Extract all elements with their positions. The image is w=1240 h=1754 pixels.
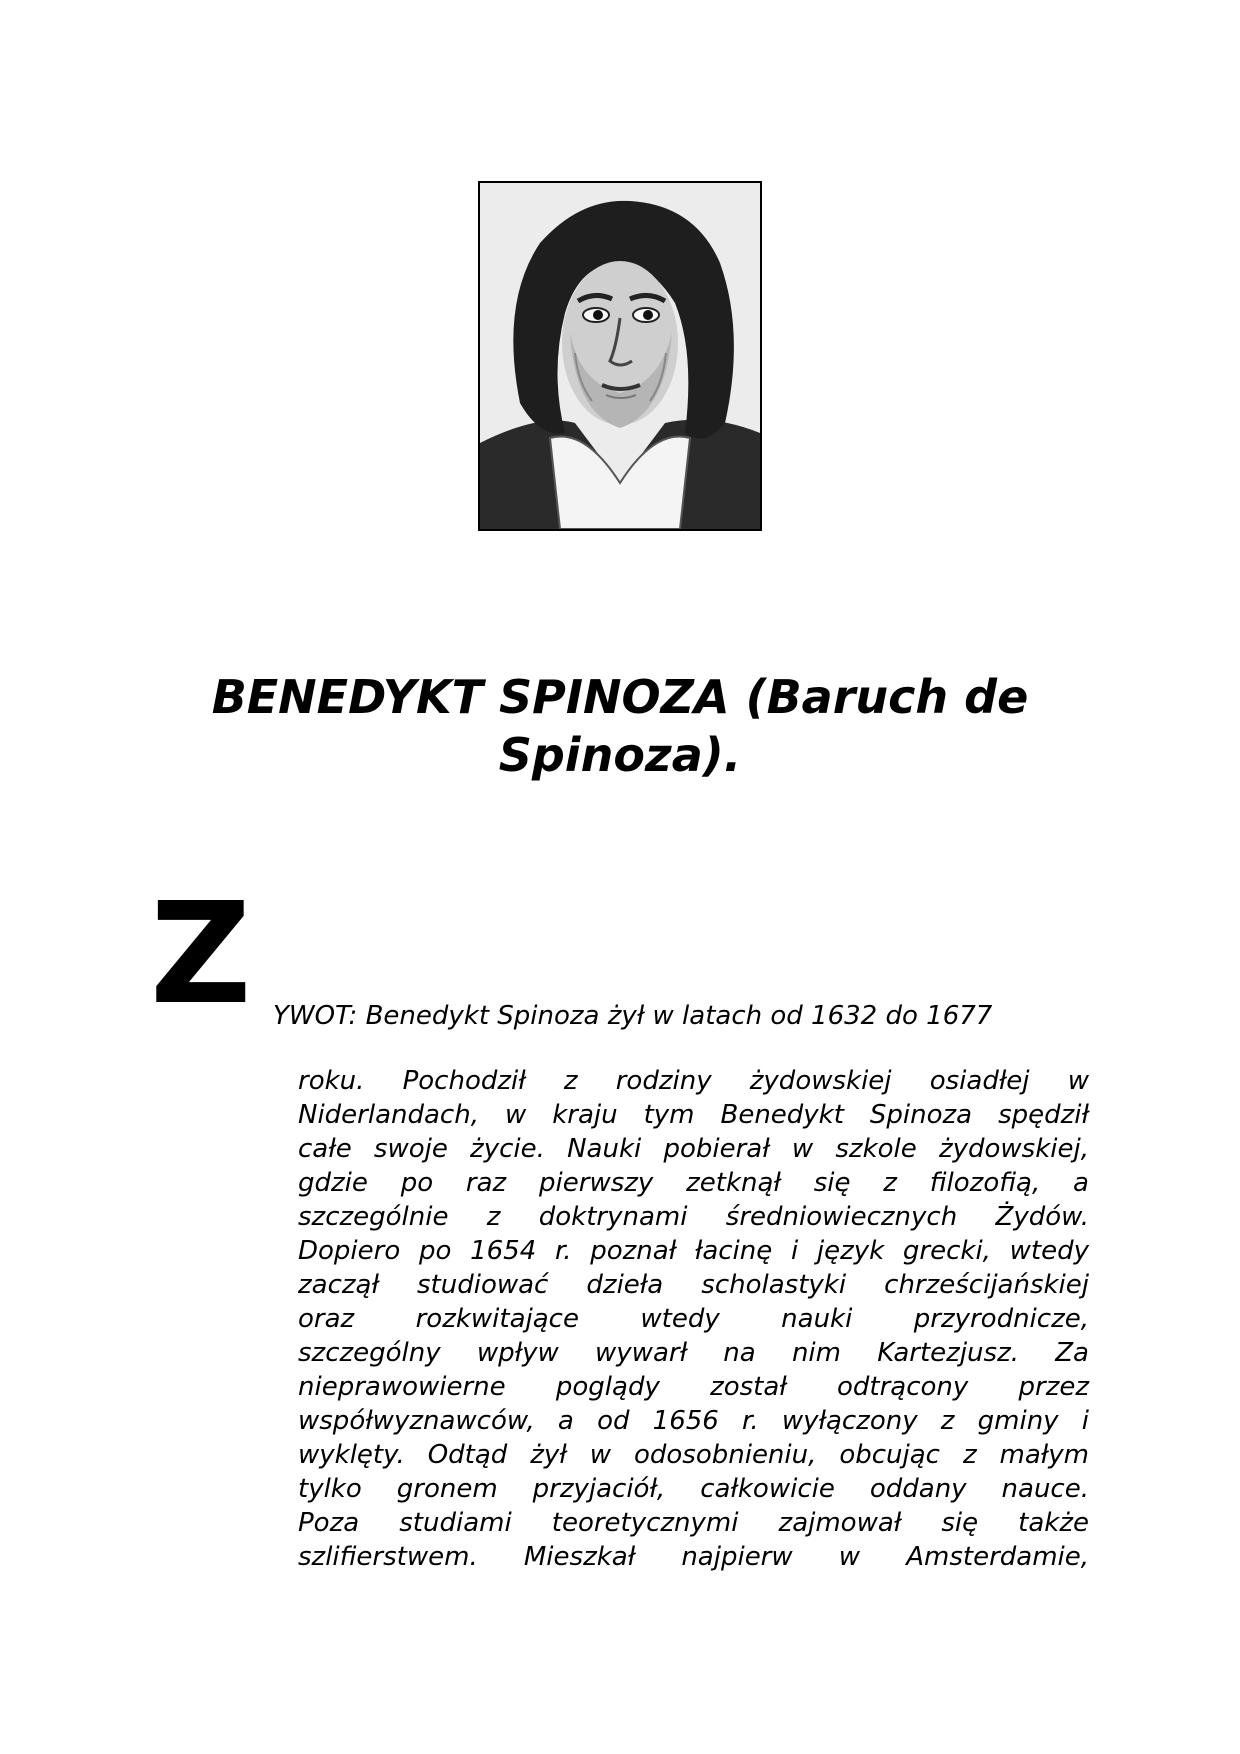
paragraph-line: współwyznawców, a od 1656 r. wyłączony z gminy i [298, 1406, 1089, 1436]
paragraph-line: tylko gronem przyjaciół, całkowicie oddany nauce. [298, 1474, 1089, 1504]
paragraph-line: całe swoje życie. Nauki pobierał w szkole żydowskiej, [298, 1134, 1089, 1164]
portrait-image [478, 181, 762, 531]
paragraph-line: wyklęty. Odtąd żył w odosobnieniu, obcując z małym [298, 1440, 1089, 1470]
paragraph-line: nieprawowierne poglądy został odtrącony przez [298, 1372, 1089, 1402]
paragraph-line: roku. Pochodził z rodziny żydowskiej osiadłej w [298, 1066, 1089, 1096]
paragraph-line: oraz rozkwitające wtedy nauki przyrodnicze, [298, 1304, 1089, 1334]
paragraph-line: Poza studiami teoretycznymi zajmował się także [298, 1508, 1089, 1538]
paragraph-line: gdzie po raz pierwszy zetknął się z filozofią, a [298, 1168, 1089, 1198]
portrait-engraving [480, 183, 760, 529]
paragraph-line: szczególnie z doktrynami średniowiecznych Żydów. [298, 1202, 1089, 1232]
page-title: BENEDYKT SPINOZA (Baruch de Spinoza). [211, 670, 1029, 782]
paragraph-line: Niderlandach, w kraju tym Benedykt Spinoza spędził [298, 1100, 1089, 1130]
drop-cap-letter: Z [150, 873, 252, 1036]
biography-paragraph [298, 1064, 1089, 1574]
paragraph-first-line: YWOT: Benedykt Spinoza żył w latach od 1632 do 1677 [273, 1001, 993, 1031]
paragraph-line: szlifierstwem. Mieszkał najpierw w Amsterdamie, [298, 1542, 1089, 1572]
paragraph-line: szczególny wpływ wywarł na nim Kartezjusz. Za [298, 1338, 1089, 1368]
paragraph-line: zaczął studiować dzieła scholastyki chrześcijańskiej [298, 1270, 1089, 1300]
paragraph-line: Dopiero po 1654 r. poznał łacinę i język grecki, wtedy [298, 1236, 1089, 1266]
